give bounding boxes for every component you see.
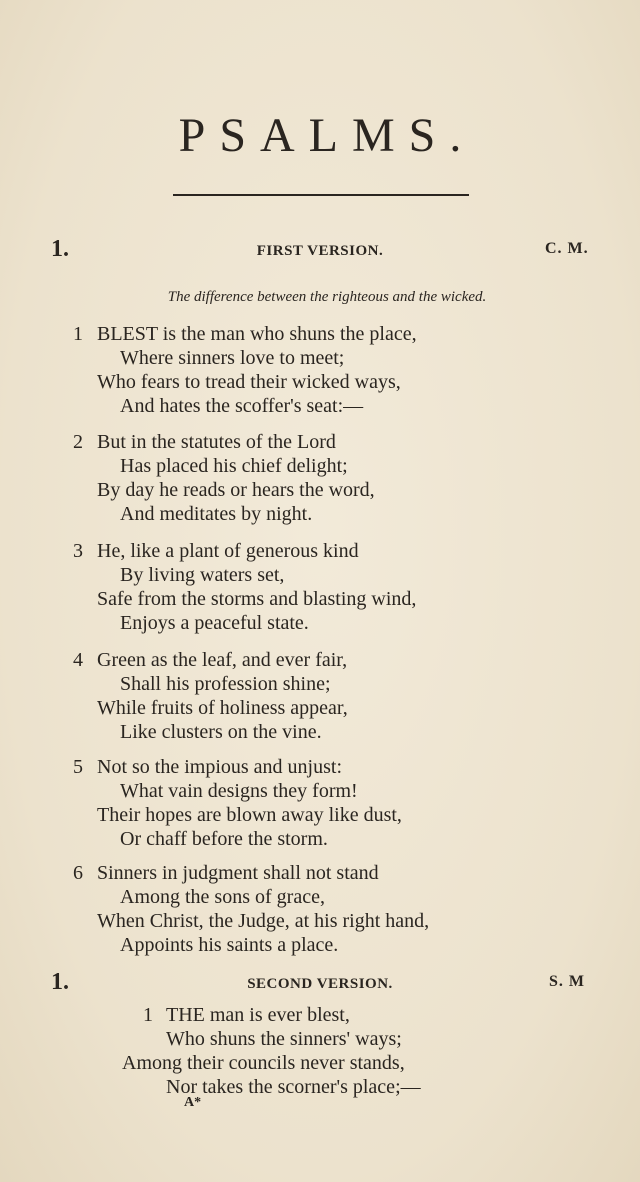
verse-line: Safe from the storms and blasting wind, — [97, 588, 417, 610]
psalm-number: 1. — [51, 969, 69, 995]
verse-line: Or chaff before the storm. — [120, 828, 328, 850]
verse-line: He, like a plant of generous kind — [97, 540, 359, 562]
verse-number: 4 — [73, 649, 83, 671]
verse-number: 3 — [73, 540, 83, 562]
verse-line: And hates the scoffer's seat:— — [120, 395, 364, 417]
verse-line: Among their councils never stands, — [122, 1052, 405, 1074]
verse-line: Sinners in judgment shall not stand — [97, 862, 379, 884]
signature-mark: A* — [184, 1095, 202, 1110]
verse-line: Their hopes are blown away like dust, — [97, 804, 402, 826]
verse-line: Green as the leaf, and ever fair, — [97, 649, 348, 671]
verse-number: 6 — [73, 862, 83, 884]
verse-number: 5 — [73, 756, 83, 778]
verse-line: Not so the impious and unjust: — [97, 756, 342, 778]
verse-line: Enjoys a peaceful state. — [120, 612, 309, 634]
verse-line: Has placed his chief delight; — [120, 455, 348, 477]
psalm-number: 1. — [51, 236, 69, 262]
title-rule — [173, 194, 469, 196]
verse-line: What vain designs they form! — [120, 780, 358, 802]
meter-label: S. M — [549, 973, 585, 990]
verse-line: Who fears to tread their wicked ways, — [97, 371, 401, 393]
verse-line: Where sinners love to meet; — [120, 347, 345, 369]
verse-line: Appoints his saints a place. — [120, 934, 339, 956]
verse-number: 2 — [73, 431, 83, 453]
verse-line: While fruits of holiness appear, — [97, 697, 348, 719]
verse-line: Like clusters on the vine. — [120, 721, 322, 743]
verse-line: By living waters set, — [120, 564, 285, 586]
verse-line: Shall his profession shine; — [120, 673, 331, 695]
verse-line: Who shuns the sinners' ways; — [166, 1028, 402, 1050]
verse-line: But in the statutes of the Lord — [97, 431, 336, 453]
version-label: FIRST VERSION. — [256, 243, 384, 259]
meter-label: C. M. — [545, 240, 589, 257]
verse-number: 1 — [73, 323, 83, 345]
verse-line: Nor takes the scorner's place;— — [166, 1076, 421, 1098]
verse-line: And meditates by night. — [120, 503, 313, 525]
page-title: PSALMS. — [178, 109, 476, 162]
verse-line: By day he reads or hears the word, — [97, 479, 375, 501]
verse-line: BLEST is the man who shuns the place, — [97, 323, 417, 345]
verse-line: THE man is ever blest, — [166, 1004, 350, 1026]
psalm-subtitle: The difference between the righteous and the wicked. — [167, 289, 487, 305]
version-label: SECOND VERSION. — [247, 976, 393, 992]
verse-line: Among the sons of grace, — [120, 886, 325, 908]
verse-line: When Christ, the Judge, at his right hand, — [97, 910, 430, 932]
verse-number: 1 — [143, 1004, 153, 1026]
